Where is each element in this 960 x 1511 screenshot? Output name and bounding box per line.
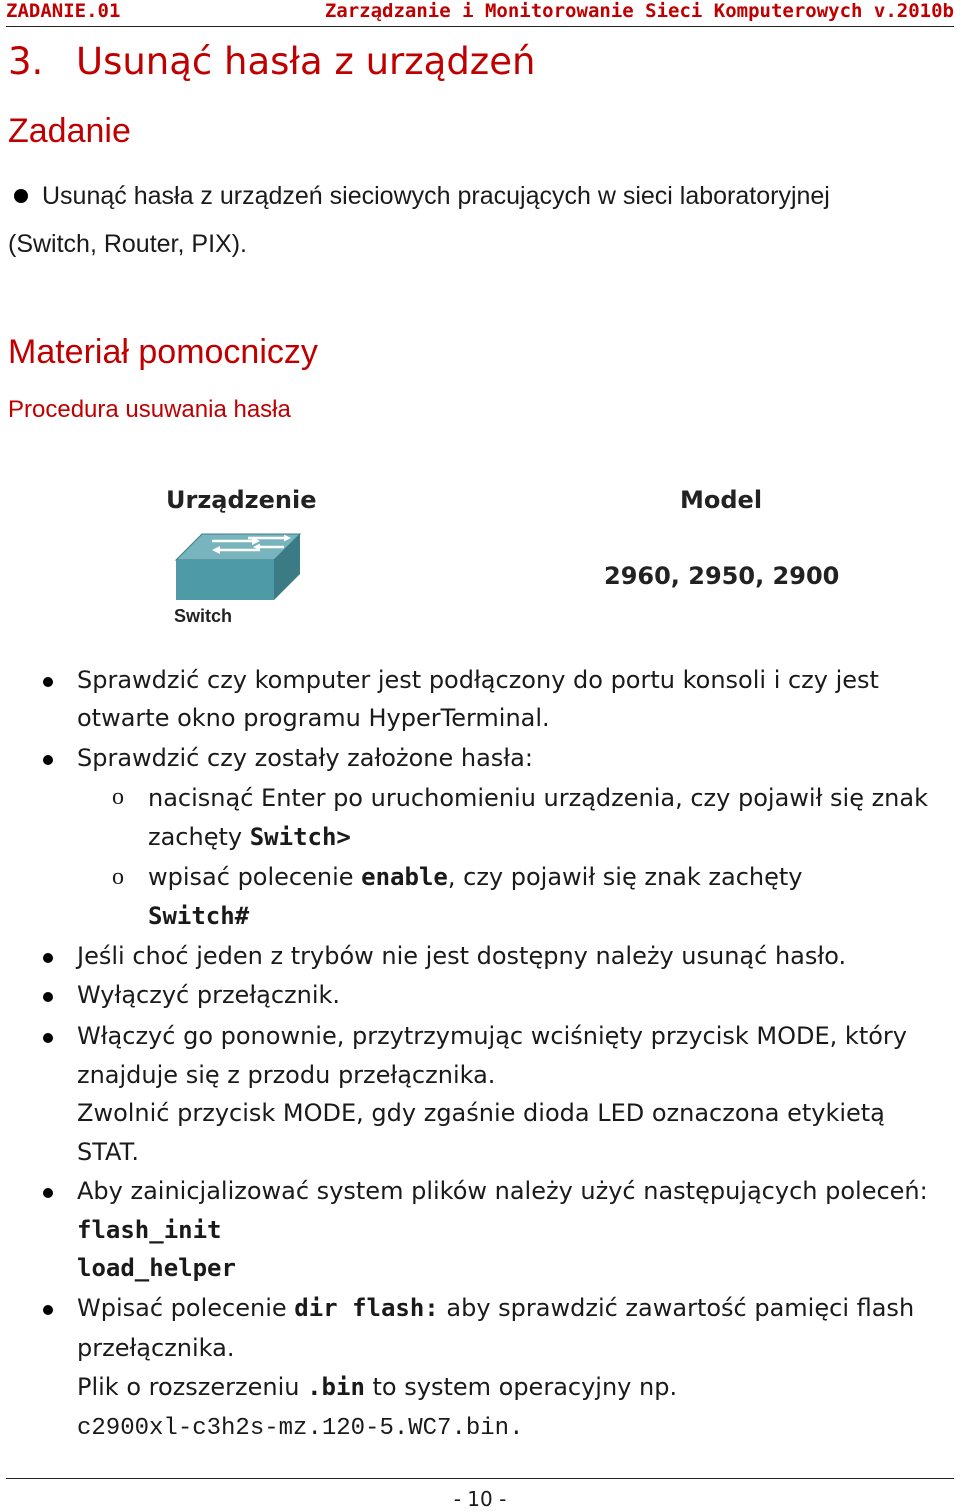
bullet-icon [43, 1033, 53, 1043]
task-heading: Zadanie [8, 112, 131, 150]
page-number: - 10 - [453, 1487, 507, 1511]
bullet-icon [14, 189, 28, 203]
switch-prompt-privileged: Switch# [148, 902, 250, 930]
step-5-line-2: znajduje się z przodu przełącznika. [77, 1061, 496, 1089]
bullet-icon [43, 755, 53, 765]
step-5-line-3: Zwolnić przycisk MODE, gdy zgaśnie dioda LED oznaczona etykietą [77, 1099, 885, 1127]
device-column-header: Urządzenie [166, 486, 317, 514]
step-7-line-2: przełącznika. [77, 1334, 235, 1362]
footer-divider [6, 1478, 954, 1479]
step-5-line-4: STAT. [77, 1138, 140, 1166]
bullet-icon [43, 1188, 53, 1198]
section-number: 3. [8, 40, 44, 83]
procedure-subheading: Procedura usuwania hasła [8, 396, 291, 423]
step-2: Sprawdzić czy zostały założone hasła: [77, 744, 533, 772]
switch-prompt-user: Switch> [249, 823, 351, 851]
step-5-line-1: Włączyć go ponownie, przytrzymując wciśnięty przycisk MODE, który [77, 1022, 907, 1050]
bullet-icon [43, 677, 53, 687]
step-7-line-1 [77, 1294, 914, 1322]
document-code: ZADANIE.01 [6, 0, 121, 22]
section-title-text: Usunąć hasła z urządzeń [76, 40, 536, 83]
step-1-line-1: Sprawdzić czy komputer jest podłączony do portu konsoli i czy jest [77, 666, 879, 694]
bullet-icon [43, 953, 53, 963]
dir-flash-command: dir flash: [294, 1294, 439, 1322]
step-2b-line-1 [148, 863, 802, 891]
load-helper-command: load_helper [77, 1254, 236, 1282]
sub-bullet-marker: o [112, 864, 124, 890]
flash-init-command: flash_init [77, 1216, 222, 1244]
task-line-2: (Switch, Router, PIX). [8, 230, 247, 258]
bullet-icon [43, 992, 53, 1002]
bullet-icon [43, 1305, 53, 1315]
switch-label: Switch [174, 606, 233, 626]
section-title [8, 40, 535, 83]
page-header [6, 0, 954, 27]
step-6: Aby zainicjalizować system plików należy użyć następujących poleceń: [77, 1177, 928, 1205]
step-2b-text: wpisać polecenie [148, 863, 362, 891]
enable-command: enable [361, 863, 448, 891]
step-4: Wyłączyć przełącznik. [77, 981, 341, 1009]
step-1-line-2: otwarte okno programu HyperTerminal. [77, 704, 550, 732]
step-2b-text-2: , czy pojawił się znak zachęty [447, 863, 803, 891]
bin-extension: .bin [307, 1373, 365, 1401]
step-7-line-3 [77, 1373, 677, 1401]
step-7-text-2: aby sprawdzić zawartość pamięci flash [438, 1294, 915, 1322]
ios-image-filename: c2900xl-c3h2s-mz.120-5.WC7.bin. [77, 1415, 524, 1442]
step-7-text-3: Plik o rozszerzeniu [77, 1373, 308, 1401]
help-heading: Materiał pomocniczy [8, 333, 318, 371]
step-2a-text: zachęty [148, 823, 250, 851]
step-7-text: Wpisać polecenie [77, 1294, 295, 1322]
sub-bullet-marker: o [112, 784, 124, 810]
course-title: Zarządzanie i Monitorowanie Sieci Komputerowych v.2010b [324, 0, 954, 22]
model-list: 2960, 2950, 2900 [604, 562, 840, 590]
step-2a-line-2 [148, 823, 351, 851]
step-7-text-4: to system operacyjny np. [364, 1373, 678, 1401]
switch-icon [168, 528, 308, 632]
step-2a-line-1: nacisnąć Enter po uruchomieniu urządzenia, czy pojawił się znak [148, 784, 928, 812]
step-3: Jeśli choć jeden z trybów nie jest dostępny należy usunąć hasło. [77, 942, 847, 970]
model-column-header: Model [680, 486, 763, 514]
task-line-1: Usunąć hasła z urządzeń sieciowych pracujących w sieci laboratoryjnej [42, 182, 830, 210]
